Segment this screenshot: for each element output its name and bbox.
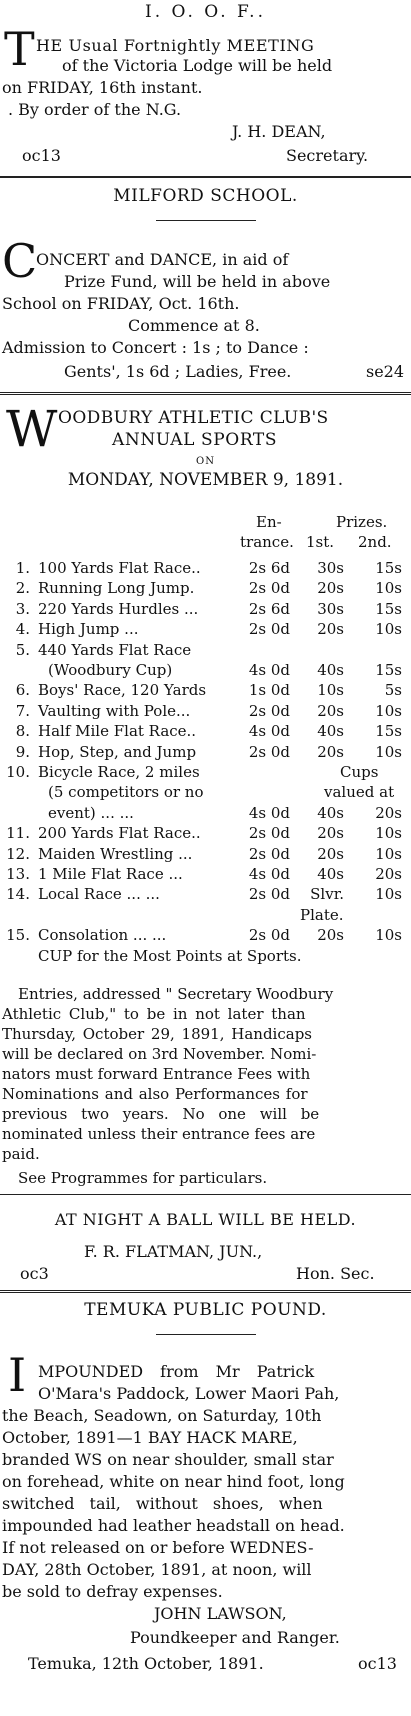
sports-para-line: will be declared on 3rd November. Nomi- bbox=[2, 1045, 317, 1063]
event-name: High Jump ... bbox=[38, 620, 139, 639]
sports-para-line: nators must forward Entrance Fees with bbox=[2, 1065, 311, 1083]
event-number: 8. bbox=[15, 722, 30, 741]
event-name: 440 Yards Flat Race bbox=[38, 640, 192, 659]
event-number: 15. bbox=[6, 926, 30, 945]
pound-role: Poundkeeper and Ranger. bbox=[130, 1628, 340, 1647]
table-row bbox=[0, 762, 411, 782]
sports-para-line: Athletic Club," to be in not later than bbox=[2, 1005, 306, 1023]
iof-line-2: of the Victoria Lodge will be held bbox=[62, 56, 333, 75]
table-row bbox=[0, 619, 411, 639]
pound-signer: JOHN LAWSON, bbox=[154, 1604, 287, 1623]
event-second-prize: valued at bbox=[324, 783, 395, 802]
table-row bbox=[0, 701, 411, 721]
event-entrance: 2s 0d bbox=[248, 701, 290, 720]
table-row bbox=[0, 864, 411, 884]
milford-title: MILFORD SCHOOL. bbox=[113, 186, 298, 206]
event-name: 100 Yards Flat Race.. bbox=[38, 559, 201, 577]
divider bbox=[0, 1194, 411, 1195]
event-name: Local Race ... ... bbox=[38, 885, 160, 904]
milford-line-5: Admission to Concert : 1s ; to Dance : bbox=[2, 338, 309, 357]
event-entrance: 2s 6d bbox=[248, 599, 290, 618]
table-row bbox=[0, 803, 411, 823]
event-name: event) ... ... bbox=[48, 803, 134, 822]
event-number: 2. bbox=[15, 579, 30, 598]
event-entrance: 4s 0d bbox=[248, 865, 290, 883]
milford-code: se24 bbox=[366, 362, 405, 381]
sports-on: ON bbox=[196, 456, 215, 467]
event-first-prize: 40s bbox=[317, 803, 344, 822]
event-name: Hop, Step, and Jump bbox=[38, 742, 197, 761]
sports-para-line: nominated unless their entrance fees are bbox=[2, 1125, 316, 1143]
divider bbox=[0, 176, 411, 178]
pound-line: If not released on or before WEDNES- bbox=[2, 1538, 314, 1557]
event-second-prize: 10s bbox=[375, 844, 402, 863]
header-prizes: Prizes. bbox=[336, 513, 388, 531]
event-name: Bicycle Race, 2 miles bbox=[38, 763, 200, 781]
header-entrance-2: trance. bbox=[240, 533, 294, 551]
table-row bbox=[0, 844, 411, 864]
milford-line-2: Prize Fund, will be held in above bbox=[64, 272, 331, 291]
table-row bbox=[0, 742, 411, 762]
event-entrance: 2s 6d bbox=[248, 559, 290, 577]
header-first: 1st. bbox=[306, 533, 335, 551]
pound-drop-cap: I bbox=[8, 1348, 27, 1402]
event-second-prize: 20s bbox=[375, 865, 402, 883]
milford-line-4: Commence at 8. bbox=[128, 316, 260, 335]
event-name: Running Long Jump. bbox=[38, 579, 195, 598]
table-row bbox=[0, 782, 411, 802]
table-row bbox=[0, 721, 411, 741]
event-name: 1 Mile Flat Race ... bbox=[38, 865, 183, 883]
table-row bbox=[0, 884, 411, 904]
event-first-prize: 20s bbox=[317, 579, 344, 598]
event-name: Boys' Race, 120 Yards bbox=[38, 681, 207, 700]
iof-code: oc13 bbox=[22, 146, 61, 165]
event-second-prize: 5s bbox=[384, 681, 402, 700]
event-second-prize: 10s bbox=[375, 701, 402, 720]
event-second-prize: 15s bbox=[375, 722, 402, 741]
event-first-prize: 20s bbox=[317, 824, 344, 843]
event-entrance: 2s 0d bbox=[248, 620, 290, 639]
event-number: 1. bbox=[15, 559, 30, 577]
iof-drop-cap: T bbox=[4, 22, 35, 76]
iof-title: I. O. O. F.. bbox=[145, 2, 266, 22]
event-number: 10. bbox=[6, 763, 30, 781]
pound-line: branded WS on near shoulder, small star bbox=[2, 1450, 334, 1469]
sports-para-line: Entries, addressed " Secretary Woodbury bbox=[18, 985, 334, 1003]
header-second: 2nd. bbox=[358, 533, 392, 551]
event-first-prize: 20s bbox=[317, 620, 344, 639]
pound-line: DAY, 28th October, 1891, at noon, will bbox=[2, 1560, 312, 1579]
event-first-prize: 20s bbox=[317, 701, 344, 720]
pound-line: on forehead, white on near hind foot, long bbox=[2, 1472, 345, 1491]
event-entrance: 2s 0d bbox=[248, 824, 290, 843]
table-row bbox=[0, 558, 411, 578]
event-entrance: 2s 0d bbox=[248, 579, 290, 598]
event-number: 4. bbox=[15, 620, 30, 639]
table-row bbox=[0, 823, 411, 843]
event-number: 11. bbox=[6, 824, 30, 843]
sports-title-1: OODBURY ATHLETIC CLUB'S bbox=[58, 408, 329, 428]
event-name: Maiden Wrestling ... bbox=[38, 844, 193, 863]
event-second-prize: 15s bbox=[375, 661, 402, 679]
event-first-prize: Plate. bbox=[300, 905, 344, 924]
pound-line: the Beach, Seadown, on Saturday, 10th bbox=[2, 1406, 322, 1425]
pound-place-date: Temuka, 12th October, 1891. bbox=[28, 1654, 264, 1673]
event-second-prize: 10s bbox=[375, 620, 402, 639]
iof-role: Secretary. bbox=[286, 146, 369, 165]
divider bbox=[0, 392, 411, 395]
header-entrance-1: En- bbox=[256, 513, 282, 531]
event-second-prize: 10s bbox=[375, 742, 402, 761]
iof-line-4: . By order of the N.G. bbox=[8, 100, 182, 119]
pound-code: oc13 bbox=[358, 1654, 397, 1673]
pound-line: switched tail, without shoes, when bbox=[2, 1494, 323, 1513]
pound-line: impounded had leather headstall on head. bbox=[2, 1516, 345, 1535]
event-number: 12. bbox=[6, 844, 30, 863]
sports-para-line: Thursday, October 29, 1891, Handicaps bbox=[2, 1025, 312, 1043]
event-first-prize: 40s bbox=[317, 661, 344, 679]
event-name: Half Mile Flat Race.. bbox=[38, 722, 197, 741]
sports-date: MONDAY, NOVEMBER 9, 1891. bbox=[67, 470, 344, 490]
milford-drop-cap: C bbox=[2, 234, 38, 288]
pound-line: October, 1891—1 BAY HACK MARE, bbox=[2, 1428, 298, 1447]
event-first-prize: Slvr. bbox=[310, 885, 344, 904]
event-first-prize: 20s bbox=[317, 742, 344, 761]
event-first-prize: 10s bbox=[317, 681, 344, 700]
sports-para-line: paid. bbox=[2, 1145, 40, 1163]
sports-programmes: See Programmes for particulars. bbox=[18, 1169, 268, 1187]
sports-code: oc3 bbox=[20, 1264, 49, 1283]
event-first-prize: 20s bbox=[317, 844, 344, 863]
event-second-prize: 10s bbox=[375, 579, 402, 598]
event-name: Consolation ... ... bbox=[38, 926, 167, 945]
event-number: 6. bbox=[15, 681, 30, 700]
short-rule bbox=[156, 220, 256, 221]
iof-signer: J. H. DEAN, bbox=[232, 122, 326, 141]
table-row bbox=[0, 599, 411, 619]
event-number: 13. bbox=[6, 865, 30, 883]
sports-para-line: Nominations and also Performances for bbox=[2, 1085, 308, 1103]
event-entrance: 4s 0d bbox=[248, 803, 290, 822]
iof-line-3: on FRIDAY, 16th instant. bbox=[2, 78, 203, 97]
sports-signer: F. R. FLATMAN, JUN., bbox=[84, 1242, 263, 1261]
event-entrance: 2s 0d bbox=[248, 926, 290, 945]
event-entrance: 1s 0d bbox=[248, 681, 290, 700]
event-number: 5. bbox=[15, 640, 30, 659]
event-second-prize: 15s bbox=[375, 559, 402, 577]
event-second-prize: Cups bbox=[340, 763, 379, 781]
event-number: 3. bbox=[15, 599, 30, 618]
table-row bbox=[0, 680, 411, 700]
table-row bbox=[0, 660, 411, 680]
event-name: 220 Yards Hurdles ... bbox=[38, 599, 199, 618]
pound-title: TEMUKA PUBLIC POUND. bbox=[84, 1300, 327, 1320]
divider bbox=[0, 1290, 411, 1293]
event-second-prize: 15s bbox=[375, 599, 402, 618]
event-entrance: 4s 0d bbox=[248, 661, 290, 679]
sports-ball: AT NIGHT A BALL WILL BE HELD. bbox=[54, 1210, 357, 1229]
event-name: 200 Yards Flat Race.. bbox=[38, 824, 201, 843]
pound-line: O'Mara's Paddock, Lower Maori Pah, bbox=[38, 1384, 340, 1403]
event-entrance: 2s 0d bbox=[248, 885, 290, 904]
event-number: 14. bbox=[6, 885, 30, 904]
event-entrance: 2s 0d bbox=[248, 844, 290, 863]
event-second-prize: 20s bbox=[375, 803, 402, 822]
event-entrance: 2s 0d bbox=[248, 742, 290, 761]
event-name: (5 competitors or no bbox=[48, 783, 204, 802]
milford-line-1: ONCERT and DANCE, in aid of bbox=[36, 250, 289, 269]
event-first-prize: 30s bbox=[317, 599, 344, 618]
milford-line-6: Gents', 1s 6d ; Ladies, Free. bbox=[64, 362, 292, 381]
sports-title-2: ANNUAL SPORTS bbox=[112, 430, 278, 450]
event-first-prize: 30s bbox=[317, 559, 344, 577]
table-row bbox=[0, 925, 411, 945]
event-second-prize: 10s bbox=[375, 824, 402, 843]
event-number: 7. bbox=[15, 701, 30, 720]
event-name: (Woodbury Cup) bbox=[48, 661, 173, 679]
sports-cup: CUP for the Most Points at Sports. bbox=[38, 947, 302, 965]
pound-line: be sold to defray expenses. bbox=[2, 1582, 223, 1601]
sports-role: Hon. Sec. bbox=[296, 1264, 375, 1283]
sports-para-line: previous two years. No one will be bbox=[2, 1105, 320, 1123]
event-entrance: 4s 0d bbox=[248, 722, 290, 741]
event-second-prize: 10s bbox=[375, 926, 402, 945]
iof-line-1: HE Usual Fortnightly MEETING bbox=[36, 36, 315, 55]
event-name: Vaulting with Pole... bbox=[38, 701, 191, 720]
event-number: 9. bbox=[15, 742, 30, 761]
event-second-prize: 10s bbox=[375, 885, 402, 904]
table-row bbox=[0, 578, 411, 598]
short-rule bbox=[156, 1334, 256, 1335]
sports-drop-cap: W bbox=[6, 400, 58, 458]
event-first-prize: 40s bbox=[317, 722, 344, 741]
event-first-prize: 40s bbox=[317, 865, 344, 883]
table-row bbox=[0, 640, 411, 660]
pound-line: MPOUNDED from Mr Patrick bbox=[38, 1362, 315, 1381]
event-first-prize: 20s bbox=[317, 926, 344, 945]
table-row bbox=[0, 905, 411, 925]
milford-line-3: School on FRIDAY, Oct. 16th. bbox=[2, 294, 240, 313]
